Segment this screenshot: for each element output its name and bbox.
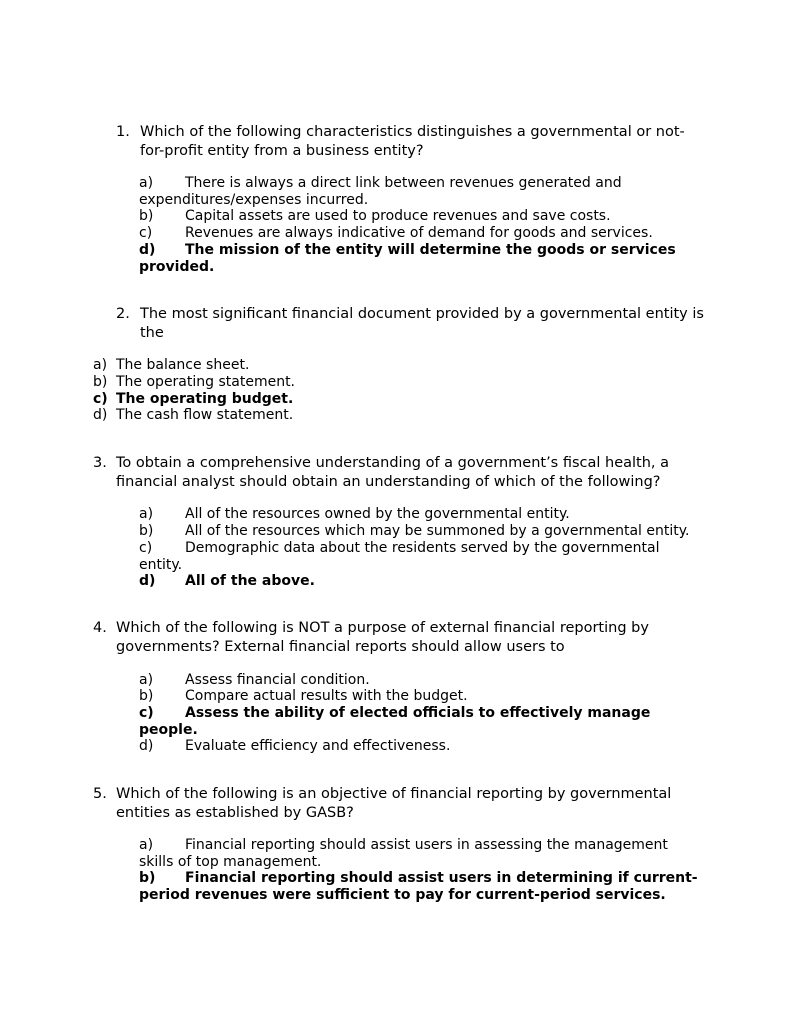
- question-text: The most significant financial document provided by a governmental entity is the: [140, 306, 704, 341]
- option-1d-correct: [139, 242, 699, 275]
- option-1a: [139, 175, 699, 208]
- option-3c: [139, 540, 684, 573]
- option-3b: [139, 523, 709, 540]
- option-text: The cash flow statement.: [116, 407, 294, 423]
- option-5b-correct: [139, 870, 714, 903]
- option-1b: [139, 208, 699, 225]
- option-text: Capital assets are used to produce revenues and save costs.: [185, 208, 611, 224]
- option-4d: [139, 738, 699, 755]
- option-label: a): [93, 357, 108, 373]
- question-1: [116, 123, 706, 161]
- option-label: b): [139, 688, 154, 704]
- question-text: Which of the following is an objective of financial reporting by governmental entities as established by GASB?: [116, 786, 672, 821]
- option-label: d): [139, 573, 156, 589]
- option-label: a): [139, 672, 154, 688]
- option-label: b): [139, 208, 154, 224]
- option-1c: [139, 225, 699, 242]
- option-label: a): [139, 175, 154, 191]
- option-3d-correct: [139, 573, 699, 590]
- option-label: d): [139, 738, 154, 754]
- option-text: Financial reporting should assist users in determining if current-period revenues were sufficient to pay for current-period services.: [139, 870, 698, 903]
- option-label: d): [139, 242, 156, 258]
- option-4a: [139, 672, 699, 689]
- option-label: b): [139, 523, 154, 539]
- option-text: The mission of the entity will determine the goods or services provided.: [139, 242, 676, 275]
- option-label: a): [139, 506, 154, 522]
- option-3a: [139, 506, 709, 523]
- option-text: All of the above.: [185, 573, 315, 589]
- option-text: There is always a direct link between revenues generated and expenditures/expenses incurred.: [139, 175, 622, 208]
- option-2c-correct: [93, 391, 493, 408]
- option-label: b): [93, 374, 108, 390]
- question-3: [93, 454, 693, 492]
- option-label: c): [139, 225, 153, 241]
- option-text: Financial reporting should assist users in assessing the management skills of top management.: [139, 837, 668, 870]
- question-2: [116, 305, 706, 343]
- option-4c-correct: [139, 705, 699, 738]
- question-number: 3.: [93, 455, 107, 471]
- option-text: Demographic data about the residents served by the governmental entity.: [139, 540, 660, 573]
- option-text: The operating statement.: [116, 374, 296, 390]
- option-label: c): [139, 540, 153, 556]
- option-2d: [93, 407, 493, 424]
- question-number: 5.: [93, 786, 107, 802]
- option-text: Evaluate efficiency and effectiveness.: [185, 738, 451, 754]
- option-text: All of the resources owned by the governmental entity.: [185, 506, 570, 522]
- option-text: Assess the ability of elected officials to effectively manage people.: [139, 705, 651, 738]
- option-text: The balance sheet.: [116, 357, 250, 373]
- question-text: To obtain a comprehensive understanding of a government’s fiscal health, a financial analyst should obtain an understanding of which of the following?: [116, 455, 670, 490]
- question-number: 4.: [93, 620, 107, 636]
- question-number: 2.: [116, 306, 130, 322]
- question-text: Which of the following is NOT a purpose of external financial reporting by governments? External financial reports should allow users to: [116, 620, 649, 655]
- option-text: Assess financial condition.: [185, 672, 370, 688]
- option-text: All of the resources which may be summoned by a governmental entity.: [185, 523, 690, 539]
- option-4b: [139, 688, 699, 705]
- option-label: b): [139, 870, 156, 886]
- question-text: Which of the following characteristics distinguishes a governmental or not-for-profit entity from a business entity?: [140, 124, 685, 159]
- option-text: The operating budget.: [116, 391, 294, 407]
- option-label: c): [139, 705, 154, 721]
- question-number: 1.: [116, 124, 130, 140]
- option-label: a): [139, 837, 154, 853]
- question-5: [93, 785, 683, 823]
- option-2a: [93, 357, 493, 374]
- option-2b: [93, 374, 493, 391]
- option-5a: [139, 837, 694, 870]
- option-label: c): [93, 391, 108, 407]
- option-text: Revenues are always indicative of demand for goods and services.: [185, 225, 653, 241]
- option-text: Compare actual results with the budget.: [185, 688, 468, 704]
- option-label: d): [93, 407, 108, 423]
- question-4: [93, 619, 693, 657]
